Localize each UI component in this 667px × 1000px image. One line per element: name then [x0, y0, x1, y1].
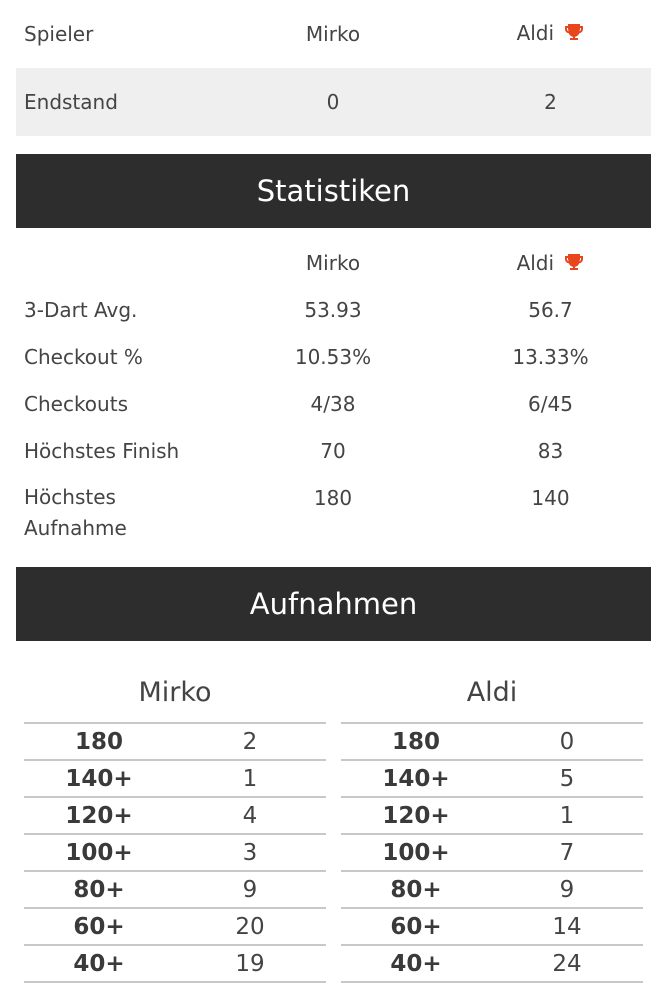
- table-row: [341, 834, 643, 871]
- stat-player2-value: 83: [537, 439, 564, 463]
- bracket-count: 2: [174, 723, 326, 760]
- player1-score: 0: [326, 90, 340, 114]
- stats-row: [16, 287, 651, 334]
- score-bracket: 80+: [24, 871, 174, 908]
- aufnahmen-player1-name: Mirko: [138, 677, 212, 708]
- bracket-count: 9: [174, 871, 326, 908]
- table-row: [341, 871, 643, 908]
- stats-row: [16, 334, 651, 381]
- bracket-count: 20: [174, 908, 326, 945]
- stat-player2-value: 13.33%: [512, 345, 589, 369]
- aufnahmen-section-header: Aufnahmen: [16, 567, 651, 641]
- table-row: [341, 908, 643, 945]
- score-bracket: 60+: [24, 908, 174, 945]
- score-bracket: 100+: [24, 834, 174, 871]
- score-label: Endstand: [24, 90, 118, 114]
- table-row: [341, 723, 643, 760]
- bracket-count: 5: [491, 760, 643, 797]
- bracket-count: 1: [174, 760, 326, 797]
- table-row: [341, 797, 643, 834]
- stat-label: Checkouts: [24, 392, 128, 416]
- stats-row: [16, 381, 651, 428]
- stats-row: [16, 428, 651, 475]
- score-bracket: 100+: [341, 834, 491, 871]
- result-header-row: [16, 0, 651, 68]
- table-row: [341, 945, 643, 982]
- result-score-row: [16, 68, 651, 136]
- stat-player1-value: 4/38: [310, 392, 356, 416]
- player1-name: Mirko: [305, 22, 361, 46]
- stat-label: Checkout %: [24, 345, 143, 369]
- bracket-count: 0: [491, 723, 643, 760]
- stats-player2-name: Aldi: [516, 251, 555, 275]
- stat-player1-value: 70: [320, 439, 346, 463]
- score-bracket: 40+: [341, 945, 491, 982]
- score-bracket: 180: [341, 723, 491, 760]
- stat-label: 3-Dart Avg.: [24, 298, 138, 322]
- score-bracket: 140+: [24, 760, 174, 797]
- stats-header-row: [16, 240, 651, 287]
- stat-player1-value: 10.53%: [294, 345, 372, 369]
- bracket-count: 4: [174, 797, 326, 834]
- bracket-count: 19: [174, 945, 326, 982]
- bracket-count: 14: [491, 908, 643, 945]
- stats-row: [16, 475, 651, 549]
- player-column-label: Spieler: [24, 22, 94, 46]
- table-row: [24, 871, 326, 908]
- stat-player1-value: 53.93: [304, 298, 362, 322]
- stat-label: Höchstes Finish: [24, 439, 180, 463]
- bracket-count: 24: [491, 945, 643, 982]
- trophy-icon: [564, 252, 584, 278]
- score-bracket: 40+: [24, 945, 174, 982]
- table-row: [24, 834, 326, 871]
- aufnahmen-player1-table: [24, 668, 326, 983]
- score-bracket: 180: [24, 723, 174, 760]
- score-bracket: 120+: [24, 797, 174, 834]
- table-row: [341, 760, 643, 797]
- player2-name: Aldi: [516, 21, 555, 45]
- stat-player2-value: 6/45: [528, 392, 573, 416]
- table-row: [24, 908, 326, 945]
- aufnahmen-player2-table: [341, 668, 643, 983]
- bracket-count: 7: [491, 834, 643, 871]
- table-row: [24, 797, 326, 834]
- stat-label: Höchstes Aufnahme: [24, 485, 127, 540]
- score-bracket: 80+: [341, 871, 491, 908]
- aufnahmen-player2-name: Aldi: [466, 677, 518, 708]
- table-row: [24, 945, 326, 982]
- statistics-section-header: Statistiken: [16, 154, 651, 228]
- table-row: [24, 760, 326, 797]
- player2-score: 2: [544, 90, 557, 114]
- result-table: [16, 0, 651, 136]
- score-bracket: 60+: [341, 908, 491, 945]
- table-row: [24, 723, 326, 760]
- stats-player1-name: Mirko: [305, 251, 361, 275]
- trophy-icon: [564, 22, 584, 47]
- bracket-count: 3: [174, 834, 326, 871]
- bracket-count: 9: [491, 871, 643, 908]
- score-bracket: 120+: [341, 797, 491, 834]
- bracket-count: 1: [491, 797, 643, 834]
- stat-player1-value: 180: [313, 486, 353, 510]
- stat-player2-value: 56.7: [528, 298, 573, 322]
- stat-player2-value: 140: [531, 486, 570, 510]
- score-bracket: 140+: [341, 760, 491, 797]
- statistics-table: [16, 240, 651, 549]
